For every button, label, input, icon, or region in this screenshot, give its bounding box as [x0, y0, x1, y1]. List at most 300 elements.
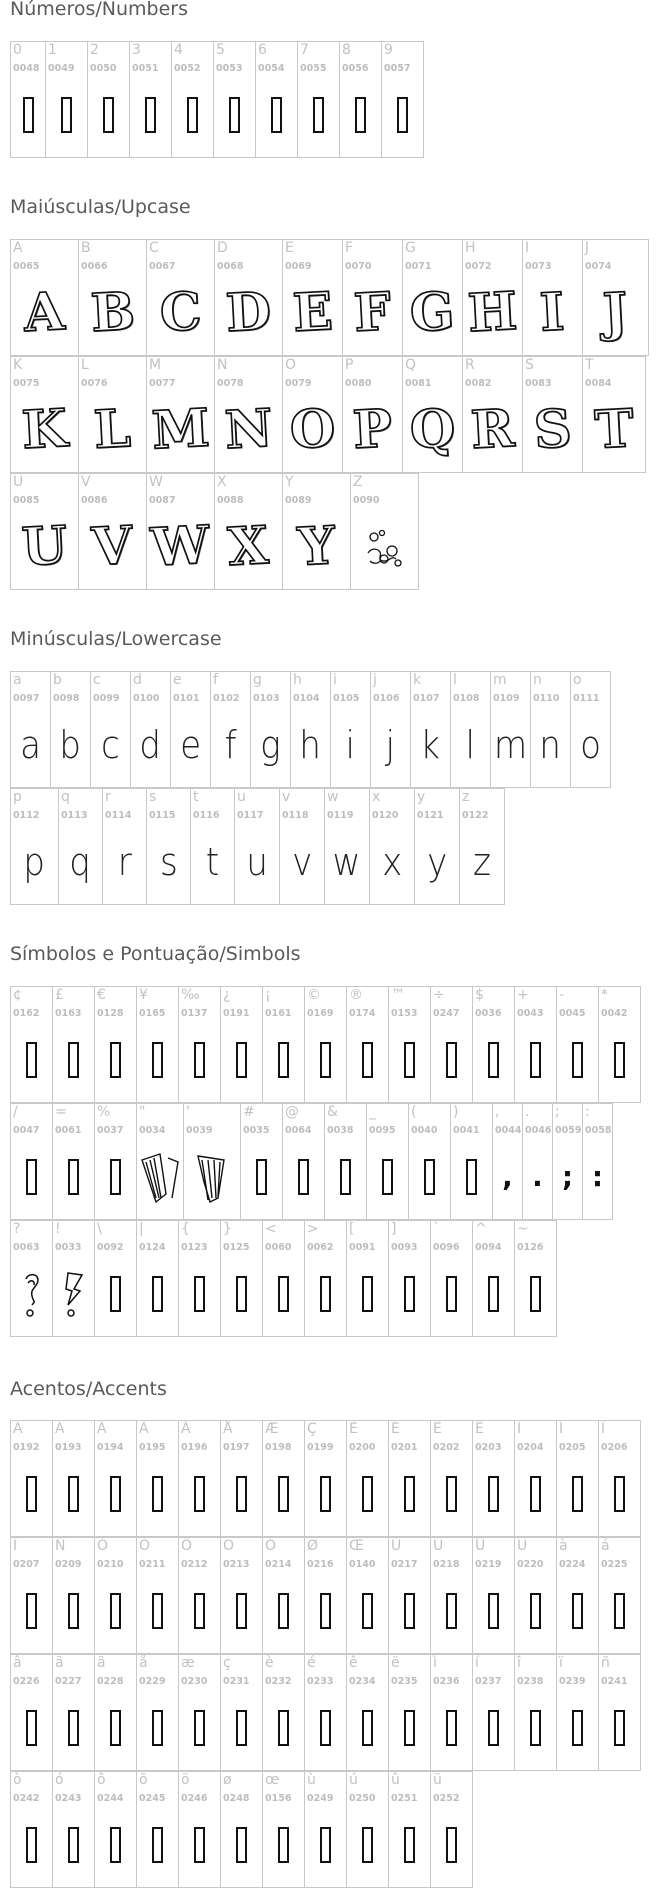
glyph-cell	[95, 1772, 137, 1887]
character-code: 0200	[349, 1442, 376, 1453]
glyph-preview	[473, 1451, 514, 1536]
glyph-cell	[411, 672, 451, 787]
glyph-sample: b	[59, 722, 82, 767]
glyph-cell	[557, 987, 599, 1102]
character-code: 0086	[81, 495, 108, 506]
glyph-preview	[515, 1251, 556, 1336]
character-code: 0161	[265, 1008, 292, 1019]
glyph-preview	[211, 702, 250, 787]
glyph-preview	[515, 1568, 556, 1653]
glyph-sample: .	[532, 1159, 543, 1193]
glyph-row	[10, 1537, 641, 1654]
character-code: 0209	[55, 1559, 82, 1570]
glyph-row	[10, 1420, 641, 1537]
glyph-preview	[599, 1568, 640, 1653]
character-label: V	[81, 474, 91, 490]
missing-glyph-box	[446, 1276, 457, 1312]
character-code: 0093	[391, 1242, 418, 1253]
character-code: 0243	[55, 1793, 82, 1804]
character-code: 0225	[601, 1559, 628, 1570]
glyph-sample: i	[345, 722, 356, 767]
glyph-sample: v	[291, 839, 313, 884]
glyph-preview	[79, 504, 146, 589]
glyph-cell	[215, 357, 283, 472]
character-label: Æ	[265, 1421, 279, 1437]
character-code: 0210	[97, 1559, 124, 1570]
glyph-preview	[11, 1568, 52, 1653]
character-code: 0244	[97, 1793, 124, 1804]
character-label: D	[217, 240, 228, 256]
glyph-row	[10, 1654, 641, 1771]
glyph-preview	[599, 1451, 640, 1536]
missing-glyph-box	[362, 1593, 373, 1629]
missing-glyph-box	[26, 1593, 37, 1629]
glyph-cell	[59, 789, 103, 904]
glyph-cell	[280, 789, 325, 904]
glyph-sample: e	[179, 722, 202, 767]
character-label: ?	[13, 1221, 21, 1237]
glyph-preview	[221, 1017, 262, 1102]
glyph-preview	[553, 1134, 582, 1219]
missing-glyph-box	[530, 1593, 541, 1629]
glyph-preview	[235, 819, 279, 904]
character-label: P	[345, 357, 354, 373]
glyph-cell	[415, 789, 460, 904]
glyph-preview	[415, 819, 459, 904]
character-code: 0229	[139, 1676, 166, 1687]
character-label: Î	[601, 1421, 606, 1437]
character-code: 0091	[349, 1242, 376, 1253]
glyph-preview	[215, 270, 282, 355]
glyph-preview	[599, 1685, 640, 1770]
character-code: 0095	[369, 1125, 396, 1136]
glyph-cell	[371, 672, 411, 787]
glyph-preview	[53, 1017, 94, 1102]
glyph-cell	[53, 1538, 95, 1653]
missing-glyph-box	[614, 1710, 625, 1746]
glyph-cell	[53, 1104, 95, 1219]
character-code: 0231	[223, 1676, 250, 1687]
character-code: 0217	[391, 1559, 418, 1570]
character-code: 0237	[475, 1676, 502, 1687]
character-label: v	[282, 789, 291, 805]
missing-glyph-box	[152, 1476, 163, 1512]
character-label: @	[285, 1104, 299, 1120]
character-code: 0059	[555, 1125, 582, 1136]
character-code: 0111	[573, 693, 600, 704]
glyph-preview	[53, 1802, 94, 1887]
glyph-cell	[263, 987, 305, 1102]
glyph-sample: k	[420, 722, 441, 767]
glyph-preview	[283, 270, 342, 355]
glyph-sample: Y	[296, 514, 337, 578]
character-code: 0216	[307, 1559, 334, 1570]
missing-glyph-box	[103, 97, 114, 133]
character-code: 0128	[97, 1008, 124, 1019]
character-label: -	[559, 987, 565, 1003]
character-label: ®	[349, 987, 363, 1003]
glyph-cell	[137, 1538, 179, 1653]
character-code: 0035	[243, 1125, 270, 1136]
glyph-preview	[137, 1568, 178, 1653]
character-label: g	[253, 672, 262, 688]
missing-glyph-box	[229, 97, 240, 133]
character-label: Ö	[265, 1538, 277, 1554]
glyph-preview	[179, 1451, 220, 1536]
glyph-preview	[583, 1134, 612, 1219]
character-label: t	[193, 789, 199, 805]
glyph-cell	[11, 1538, 53, 1653]
missing-glyph-box	[446, 1827, 457, 1863]
glyph-cell	[557, 1655, 599, 1770]
missing-glyph-box	[278, 1042, 289, 1078]
character-label: €	[97, 987, 106, 1003]
character-code: 0211	[139, 1559, 166, 1570]
character-label: Ø	[307, 1538, 319, 1554]
missing-glyph-box	[488, 1593, 499, 1629]
character-code: 0250	[349, 1793, 376, 1804]
character-label: o	[573, 672, 582, 688]
character-code: 0163	[55, 1008, 82, 1019]
glyph-preview	[280, 819, 324, 904]
missing-glyph-box	[488, 1476, 499, 1512]
character-code: 0236	[433, 1676, 460, 1687]
glyph-cell	[431, 1655, 473, 1770]
glyph-cell	[256, 42, 298, 157]
character-label: '	[186, 1104, 190, 1120]
glyph-preview	[95, 1134, 136, 1219]
glyph-preview	[347, 1251, 388, 1336]
glyph-cell	[523, 1104, 553, 1219]
glyph-sample: ,	[502, 1159, 513, 1193]
glyph-preview	[131, 702, 170, 787]
character-code: 0065	[13, 261, 40, 272]
glyph-preview	[557, 1451, 598, 1536]
character-label: G	[405, 240, 416, 256]
character-label: ê	[349, 1655, 358, 1671]
character-label: l	[453, 672, 457, 688]
glyph-sample: S	[532, 397, 573, 461]
glyph-cell	[263, 1221, 305, 1336]
missing-glyph-box	[614, 1476, 625, 1512]
glyph-cell	[171, 672, 211, 787]
missing-glyph-box	[488, 1276, 499, 1312]
glyph-cell	[11, 1655, 53, 1770]
missing-glyph-box	[256, 1159, 267, 1195]
missing-glyph-box	[572, 1593, 583, 1629]
character-code: 0033	[55, 1242, 82, 1253]
character-code: 0247	[433, 1008, 460, 1019]
glyph-preview	[523, 270, 582, 355]
glyph-cell	[263, 1772, 305, 1887]
glyph-preview	[137, 1685, 178, 1770]
character-label: O	[285, 357, 297, 373]
character-code: 0246	[181, 1793, 208, 1804]
scribble-icon	[362, 523, 408, 571]
glyph-cell	[95, 1655, 137, 1770]
glyph-sample: L	[92, 397, 133, 461]
glyph-preview	[325, 819, 369, 904]
glyph-cell	[130, 42, 172, 157]
glyph-row	[10, 788, 505, 905]
character-label: N	[217, 357, 228, 373]
character-code: 0041	[453, 1125, 480, 1136]
missing-glyph-box	[110, 1276, 121, 1312]
glyph-preview	[523, 1134, 552, 1219]
section-title: Minúsculas/Lowercase	[10, 628, 222, 650]
glyph-preview	[147, 387, 214, 472]
missing-glyph-box	[236, 1827, 247, 1863]
character-code: 0169	[307, 1008, 334, 1019]
character-label: £	[55, 987, 64, 1003]
character-label: u	[237, 789, 246, 805]
character-label: k	[413, 672, 422, 688]
character-label: p	[13, 789, 22, 805]
character-code: 0072	[465, 261, 492, 272]
character-label: y	[417, 789, 426, 805]
glyph-sample: q	[69, 839, 92, 884]
glyph-cell	[53, 1221, 95, 1336]
glyph-cell	[137, 1655, 179, 1770]
character-code: 0077	[149, 378, 176, 389]
missing-glyph-box	[145, 97, 156, 133]
glyph-cell	[451, 1104, 493, 1219]
character-code: 0082	[465, 378, 492, 389]
glyph-cell	[553, 1104, 583, 1219]
character-code: 0090	[353, 495, 380, 506]
glyph-cell	[263, 1421, 305, 1536]
glyph-preview	[305, 1568, 346, 1653]
character-label: n	[533, 672, 542, 688]
glyph-cell	[347, 1538, 389, 1653]
glyph-preview	[137, 1451, 178, 1536]
character-code: 0038	[327, 1125, 354, 1136]
character-code: 0126	[517, 1242, 544, 1253]
character-label: Ë	[475, 1421, 484, 1437]
character-code: 0213	[223, 1559, 250, 1570]
glyph-cell	[11, 42, 46, 157]
glyph-preview	[343, 387, 402, 472]
glyph-cell	[263, 1655, 305, 1770]
glyph-cell	[331, 672, 371, 787]
glyph-preview	[214, 72, 255, 157]
glyph-cell	[305, 1421, 347, 1536]
glyph-row	[10, 473, 419, 590]
glyph-cell	[343, 357, 403, 472]
missing-glyph-box	[68, 1159, 79, 1195]
character-code: 0124	[139, 1242, 166, 1253]
missing-glyph-box	[466, 1159, 477, 1195]
glyph-cell	[389, 1772, 431, 1887]
character-label: û	[391, 1772, 400, 1788]
character-code: 0123	[181, 1242, 208, 1253]
glyph-preview	[515, 1451, 556, 1536]
character-label: 7	[300, 42, 309, 58]
character-label: M	[149, 357, 162, 373]
glyph-preview	[557, 1568, 598, 1653]
glyph-cell	[11, 987, 53, 1102]
glyph-sample: D	[224, 280, 273, 344]
glyph-preview	[531, 702, 570, 787]
glyph-cell	[211, 672, 251, 787]
character-label: ç	[223, 1655, 231, 1671]
character-code: 0046	[525, 1125, 552, 1136]
glyph-sample: C	[158, 280, 203, 344]
character-code: 0060	[265, 1242, 292, 1253]
glyph-preview	[347, 1802, 388, 1887]
character-label: æ	[181, 1655, 195, 1671]
glyph-preview	[179, 1802, 220, 1887]
glyph-sample: d	[139, 722, 162, 767]
character-code: 0115	[149, 810, 176, 821]
missing-glyph-box	[152, 1276, 163, 1312]
character-code: 0119	[327, 810, 354, 821]
glyph-sample: G	[408, 280, 457, 344]
character-label: Ì	[517, 1421, 522, 1437]
character-label: œ	[265, 1772, 280, 1788]
glyph-preview	[463, 270, 522, 355]
character-code: 0085	[13, 495, 40, 506]
missing-glyph-box	[68, 1042, 79, 1078]
glyph-cell	[221, 1421, 263, 1536]
character-label: ,	[495, 1104, 500, 1120]
missing-glyph-box	[614, 1042, 625, 1078]
character-label: <	[265, 1221, 277, 1237]
glyph-preview	[325, 1134, 366, 1219]
glyph-cell	[79, 357, 147, 472]
glyph-cell	[515, 987, 557, 1102]
glyph-cell	[389, 987, 431, 1102]
glyph-cell	[221, 1655, 263, 1770]
missing-glyph-box	[313, 97, 324, 133]
glyph-preview	[88, 72, 129, 157]
glyph-preview	[370, 819, 414, 904]
missing-glyph-box	[236, 1710, 247, 1746]
glyph-cell	[172, 42, 214, 157]
glyph-cell	[515, 1655, 557, 1770]
glyph-cell	[11, 1104, 53, 1219]
character-code: 0037	[97, 1125, 124, 1136]
glyph-preview	[403, 270, 462, 355]
glyph-preview	[137, 1251, 178, 1336]
glyph-cell	[599, 1538, 641, 1653]
character-label: B	[81, 240, 91, 256]
character-label: Ò	[97, 1538, 109, 1554]
glyph-cell	[184, 1104, 241, 1219]
glyph-preview	[409, 1134, 450, 1219]
character-label: Ã	[139, 1421, 149, 1437]
character-label: >	[307, 1221, 319, 1237]
glyph-sample: u	[246, 839, 268, 884]
glyph-cell	[11, 1221, 53, 1336]
section-title: Acentos/Accents	[10, 1378, 167, 1400]
character-label: Ç	[307, 1421, 317, 1437]
missing-glyph-box	[68, 1476, 79, 1512]
glyph-preview	[11, 702, 50, 787]
glyph-preview	[95, 1251, 136, 1336]
character-label: 0	[13, 42, 22, 58]
character-label: ™	[391, 987, 405, 1003]
glyph-preview	[283, 1134, 324, 1219]
glyph-cell	[131, 672, 171, 787]
missing-glyph-box	[572, 1476, 583, 1512]
character-label: J	[585, 240, 590, 256]
glyph-sample: I	[538, 280, 567, 344]
character-label: ¿	[223, 987, 231, 1003]
glyph-sample: R	[469, 397, 516, 461]
glyph-sample: O	[288, 397, 337, 461]
missing-glyph-box	[446, 1042, 457, 1078]
character-code: 0121	[417, 810, 444, 821]
glyph-cell	[91, 672, 131, 787]
missing-glyph-box	[110, 1476, 121, 1512]
glyph-preview	[305, 1451, 346, 1536]
character-label: 9	[384, 42, 393, 58]
character-code: 0096	[433, 1242, 460, 1253]
character-label: ¥	[139, 987, 148, 1003]
character-label: `	[433, 1221, 440, 1237]
character-label: 4	[174, 42, 183, 58]
character-code: 0205	[559, 1442, 586, 1453]
character-code: 0122	[462, 810, 489, 821]
character-label: s	[149, 789, 157, 805]
glyph-sample: X	[226, 514, 271, 578]
character-code: 0049	[48, 63, 75, 74]
character-code: 0034	[139, 1125, 166, 1136]
glyph-row	[10, 1771, 473, 1888]
glyph-sample: l	[465, 722, 476, 767]
glyph-sample: n	[539, 722, 562, 767]
character-code: 0064	[285, 1125, 312, 1136]
character-code: 0112	[13, 810, 40, 821]
character-label: Ô	[181, 1538, 193, 1554]
glyph-preview	[460, 819, 504, 904]
character-label: m	[493, 672, 507, 688]
character-label: ¡	[265, 987, 271, 1003]
missing-glyph-box	[236, 1042, 247, 1078]
character-code: 0087	[149, 495, 176, 506]
glyph-preview	[347, 1017, 388, 1102]
glyph-sample: B	[88, 280, 137, 344]
glyph-cell	[523, 357, 583, 472]
glyph-preview	[515, 1017, 556, 1102]
character-code: 0051	[132, 63, 159, 74]
glyph-cell	[283, 474, 351, 589]
missing-glyph-box	[68, 1827, 79, 1863]
glyph-cell	[305, 1221, 347, 1336]
glyph-sample: ;	[561, 1159, 574, 1193]
glyph-cell	[389, 1421, 431, 1536]
character-label: ü	[433, 1772, 442, 1788]
character-label: _	[369, 1104, 376, 1120]
glyph-preview	[179, 1251, 220, 1336]
missing-glyph-box	[61, 97, 72, 133]
character-label: (	[411, 1104, 417, 1120]
character-label: Œ	[349, 1538, 364, 1554]
glyph-cell	[347, 1421, 389, 1536]
glyph-preview	[491, 702, 530, 787]
glyph-preview	[263, 1251, 304, 1336]
glyph-preview	[473, 1251, 514, 1336]
glyph-preview	[221, 1568, 262, 1653]
character-code: 0224	[559, 1559, 586, 1570]
character-label: E	[285, 240, 294, 256]
glyph-preview	[137, 1017, 178, 1102]
glyph-sample: M	[150, 397, 211, 461]
glyph-cell	[389, 1538, 431, 1653]
missing-glyph-box	[362, 1476, 373, 1512]
glyph-sample: y	[426, 839, 448, 884]
